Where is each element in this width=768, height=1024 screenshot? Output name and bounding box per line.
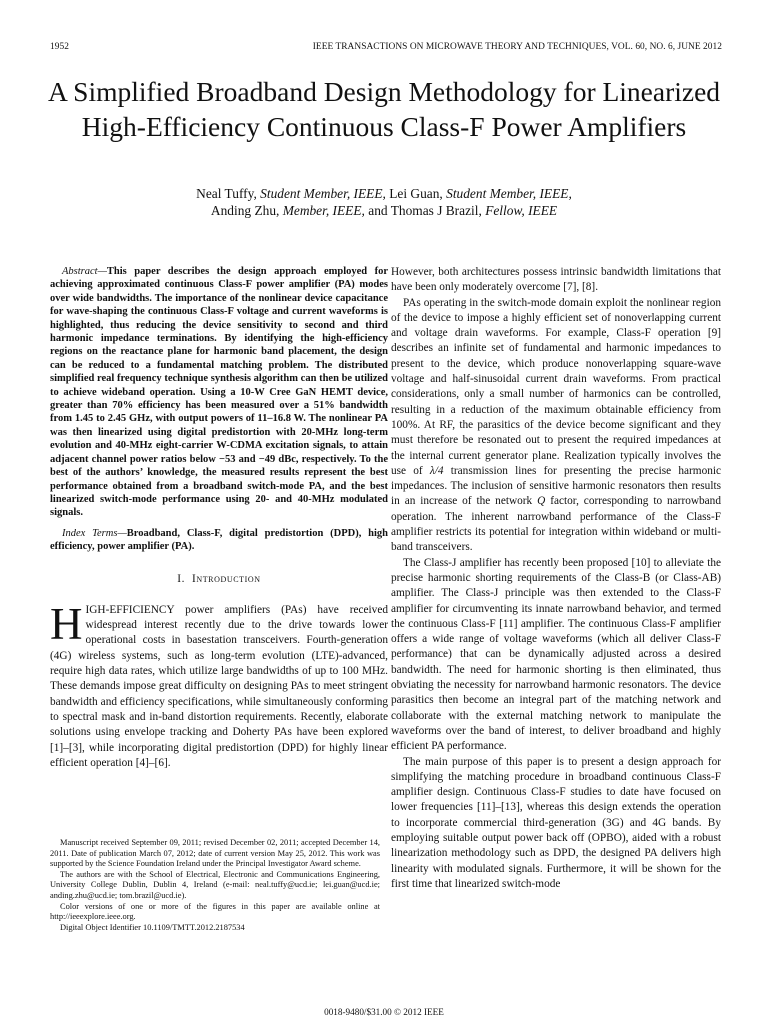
index-terms-label: Index Terms— xyxy=(62,527,127,539)
right-column xyxy=(391,265,721,892)
intro-text: IGH-EFFICIENCY power amplifiers (PAs) have received widespread interest recently due to the drive towards lower operational costs in basestation transceivers. Fourth-generation (4G) wireless systems, such as long-term evolution (LTE)-advanced, require high data rates, which utilize large bandwidths of up to 100 MHz. These demands impose great difficulty on designing PAs to meet stringent bandwidth and efficiency specifications, while simultaneously conforming to spectral mask and in-band distortion requirements. Recently, elaborate solutions using envelope tracking and Doherty PAs have been explored [1]–[3], while incorporating digital predistortion (DPD) for highly linear efficient operation [4]–[6]. xyxy=(50,603,388,769)
author-name: Neal Tuffy, xyxy=(196,186,257,201)
author-membership: Member, IEEE, xyxy=(282,203,365,218)
footnote-color: Color versions of one or more of the figures in this paper are available online at http://ieeexplore.ieee.org. xyxy=(50,901,380,922)
abstract-text: This paper describes the design approach employed for achieving approximated continuous Class-F power amplifier (PA) modes over wide bandwidths. The importance of the nonlinear device capacitance for wave-shaping the continuous Class-F voltage and current waveforms is highlighted, thus reducing the device sensitivity to second and third harmonic impedance terminations. By identifying the high-efficiency regions on the reactance plane for harmonic band placement, the design can be reduced to a fundamental matching problem. The distributed simplified real frequency technique synthesis algorithm can then be utilized to achieve wideband operation. Using a 10-W Cree GaN HEMT device, greater than 70% efficiency has been measured over a 51% bandwidth from 1.45 to 2.45 GHz, with output powers of 11–16.8 W. The nonlinear PA was then linearized using digital predistortion with 20-MHz long-term evolution and 40-MHz eight-carrier W-CDMA excitation signals, to attain adjacent channel power ratios below −53 and −49 dBc, respectively. To the best of the authors’ knowledge, the measured results represent the best performance obtained from a broadband switch-mode PA, and the best linearized switch-mode performance using 20- and 40-MHz modulated signals. xyxy=(50,266,388,519)
drop-cap: H xyxy=(50,598,83,649)
running-header: IEEE TRANSACTIONS ON MICROWAVE THEORY AND TECHNIQUES, VOL. 60, NO. 6, JUNE 2012 xyxy=(312,42,722,52)
author-list xyxy=(40,185,728,219)
abstract-label: Abstract— xyxy=(62,266,107,277)
math-q: Q xyxy=(537,495,546,508)
body-paragraph: The main purpose of this paper is to present a design approach for simplifying the matching procedure in broadband continuous Class-F amplifier design. Continuous Class-F studies to date have focused on lower frequencies [11]–[13], whereas this design extends the operation to incorporate commercial third-generation (3G) and 4G bands. By employing suitable output power back off (OPBO), aided with a robust linearization methodology such as DPD, the designed PA delivers high linearity with modulated signals. Furthermore, it will be shown for the first time that linearized switch-mode xyxy=(391,755,721,890)
author-name: and Thomas J Brazil, xyxy=(368,203,482,218)
left-column xyxy=(50,265,388,771)
section-heading xyxy=(50,572,388,587)
index-terms-text: Broadband, Class-F, digital predistortion (DPD), high efficiency, power amplifier (PA). xyxy=(50,527,388,553)
author-line-2 xyxy=(40,202,728,219)
author-membership: Student Member, IEEE, xyxy=(446,186,572,201)
page-number: 1952 xyxy=(50,42,69,52)
paragraph-text: factor, corresponding to narrowband operation. The inherent narrowband performance of the Class-F amplifier restricts its potential for integration within wideband or multi-band transceivers. xyxy=(391,495,721,554)
paragraph-text: transmission lines for presenting the precise harmonic impedances. The inclusion of sensitive harmonic resonators then results in an increase of the network xyxy=(391,464,722,508)
intro-paragraph xyxy=(50,598,388,771)
paper-title: A Simplified Broadband Design Methodology for Linearized High-Efficiency Continuous Class-F Power Amplifiers xyxy=(47,76,721,142)
footnote-manuscript: Manuscript received September 09, 2011; revised December 02, 2011; accepted December 14, 2011. Date of publication March 07, 2012; date of current version May 25, 2012. This work was supported by the Science Foundation Ireland under the Principal Investigator Award scheme. xyxy=(50,838,380,869)
copyright-footer: 0018-9480/$31.00 © 2012 IEEE xyxy=(324,1007,444,1017)
author-membership: Fellow, IEEE xyxy=(485,203,558,218)
body-paragraph: However, both architectures possess intrinsic bandwidth limitations that have been only moderately overcome [7], [8]. xyxy=(391,266,721,294)
author-name: Anding Zhu, xyxy=(210,203,280,218)
index-terms xyxy=(50,527,388,554)
author-membership: Student Member, IEEE, xyxy=(260,186,386,201)
footnote-affiliation: The authors are with the School of Electrical, Electronic and Communications Engineering, University College Dublin, Dublin 4, Ireland (e-mail: neal.tuffy@ucd.ie; lei.guan@ucd.ie; anding.zhu@ucd.ie; tom.brazil@ucd.ie). xyxy=(50,869,380,900)
body-paragraph xyxy=(391,296,721,556)
author-name: Lei Guan, xyxy=(389,186,443,201)
footnote-doi: Digital Object Identifier 10.1109/TMTT.2012.2187534 xyxy=(60,922,245,932)
section-numeral: I. xyxy=(177,572,186,585)
abstract xyxy=(50,265,388,520)
body-paragraph: The Class-J amplifier has recently been proposed [10] to alleviate the precise harmonic shorting requirements of the Class-B (or Class-AB) amplifier. The Class-J principle was then extended to the Class-F amplifier for circumventing its innate narrowband behavior, and termed the continuous Class-F [11] amplifier. The continuous Class-F amplifier offers a wide range of voltage waveforms (which all deliver Class-F performance) that can be dynamically adjusted across a desired bandwidth. The need for harmonic shorting is then eliminated, thus obviating the necessity for narrowband harmonic resonators. The device parasitics then become an integral part of the matching network and collaborate with the external matching network to manipulate the waveforms over the band of interest, to deliver broadband and highly efficient PA performance. xyxy=(391,556,721,753)
footnotes xyxy=(50,838,380,933)
paragraph-text: PAs operating in the switch-mode domain exploit the nonlinear region of the device to impose a highly efficient set of nonoverlapping current and voltage drain waveforms. For example, Class-F operation [9] describes an infinite set of fundamental and harmonic impedances to present to the device, which produce nonoverlapping square-wave voltage and half-sinusoidal current drain waveforms. From practical considerations, only a small number of harmonics can be controlled, resulting in a reduction of the maximum obtainable efficiency from 100%. At RF, the parasitics of the device become significant and they must therefore be resonated out to present the required impedances at the internal current generator plane. Realization typically involves the use of xyxy=(391,296,721,477)
section-title: Introduction xyxy=(191,572,261,585)
author-line-1 xyxy=(40,185,728,202)
math-lambda: λ/4 xyxy=(429,464,444,477)
